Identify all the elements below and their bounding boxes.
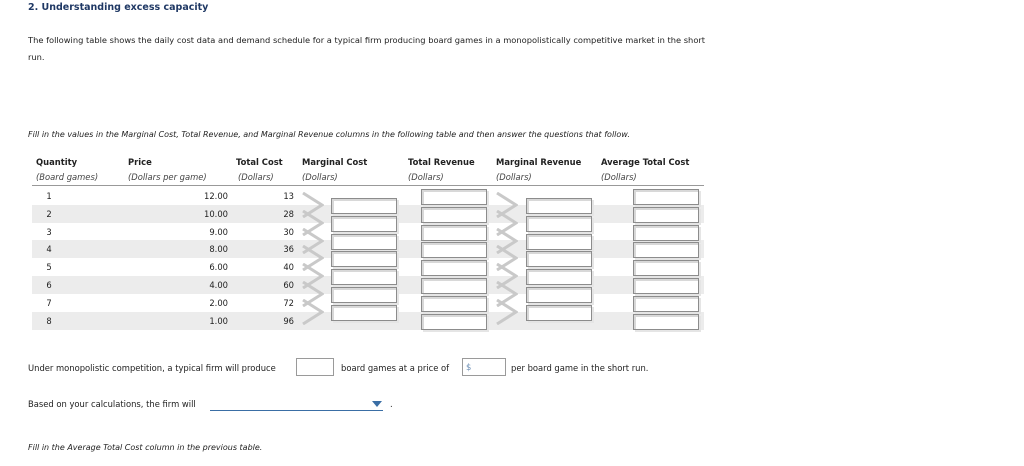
cell-total-cost: 60 [283,280,294,290]
header-average-total-cost: Average Total Cost [601,157,690,167]
marginal-cost-input[interactable] [331,234,397,250]
header-marginal-cost-unit: (Dollars) [302,172,338,182]
cell-quantity: 8 [46,315,52,326]
cell-price: 1.00 [209,315,228,326]
marginal-cost-input[interactable] [331,269,397,285]
cell-total-cost: 30 [283,226,294,237]
header-quantity-unit: (Board games) [36,172,99,182]
cell-price: 2.00 [209,297,228,308]
header-total-cost-unit: (Dollars) [238,172,274,182]
header-marginal-cost: Marginal Cost [302,157,368,167]
total-revenue-input[interactable] [421,278,487,294]
cell-quantity: 5 [46,262,52,273]
cost-demand-table [32,154,704,332]
marginal-cost-input[interactable] [331,251,397,267]
header-total-cost: Total Cost [236,157,283,167]
total-revenue-input[interactable] [421,242,487,258]
marginal-revenue-input[interactable] [526,251,592,267]
cell-total-cost: 40 [283,262,294,273]
cell-total-cost: 36 [283,244,294,255]
total-revenue-input[interactable] [421,225,487,241]
question-2-prefix: Based on your calculations, the firm will [28,399,196,409]
quantity-answer-input[interactable] [296,358,334,376]
header-price: Price [128,157,152,167]
header-average-total-cost-unit: (Dollars) [601,172,637,182]
marginal-revenue-input[interactable] [526,287,592,303]
cell-price: 10.00 [204,208,228,219]
cell-price: 9.00 [209,226,228,237]
cell-total-cost: 72 [283,297,294,308]
cell-price: 4.00 [209,280,228,290]
question-1-middle: board games at a price of [341,363,450,373]
cell-price: 12.00 [204,191,228,201]
question-1-suffix: per board game in the short run. [511,363,649,373]
average-total-cost-input[interactable] [633,242,699,258]
header-marginal-revenue-unit: (Dollars) [496,172,532,182]
cell-total-cost: 96 [283,315,294,326]
intro-text: The following table shows the daily cost data and demand schedule for a typical firm producing board games in a monopolistically competitive market in the short run. [28,35,706,62]
marginal-revenue-input[interactable] [526,234,592,250]
marginal-cost-input[interactable] [331,216,397,232]
cell-quantity: 7 [46,297,52,308]
instruction-text: Fill in the values in the Marginal Cost, Total Revenue, and Marginal Revenue columns in the following table and then answer the questions that follow. [28,130,630,139]
page-title: 2. Understanding excess capacity [28,2,209,13]
average-total-cost-input[interactable] [633,207,699,223]
firm-outcome-dropdown[interactable] [210,398,383,411]
question-1-prefix: Under monopolistic competition, a typical firm will produce [28,363,276,373]
header-marginal-revenue: Marginal Revenue [496,157,582,167]
total-revenue-input[interactable] [421,296,487,312]
marginal-cost-input[interactable] [331,305,397,321]
cell-quantity: 4 [46,244,52,255]
total-revenue-input[interactable] [421,207,487,223]
marginal-revenue-input[interactable] [526,198,592,214]
header-quantity: Quantity [36,157,78,167]
cell-price: 6.00 [209,262,228,273]
cell-quantity: 1 [46,191,52,201]
bracket-icon [302,299,324,329]
marginal-cost-input[interactable] [331,287,397,303]
average-total-cost-input[interactable] [633,260,699,276]
cell-total-cost: 28 [283,208,294,219]
average-total-cost-input[interactable] [633,314,699,330]
average-total-cost-input[interactable] [633,278,699,294]
header-total-revenue: Total Revenue [408,157,475,167]
cell-quantity: 2 [46,208,52,219]
marginal-revenue-input[interactable] [526,216,592,232]
total-revenue-input[interactable] [421,260,487,276]
header-price-unit: (Dollars per game) [128,172,207,182]
average-total-cost-input[interactable] [633,296,699,312]
marginal-revenue-input[interactable] [526,269,592,285]
bracket-icon [496,299,518,329]
average-total-cost-input[interactable] [633,189,699,205]
chevron-down-icon[interactable] [372,401,382,407]
total-revenue-input[interactable] [421,189,487,205]
footer-instruction: Fill in the Average Total Cost column in the previous table. [28,443,263,452]
cell-total-cost: 13 [283,191,294,201]
marginal-revenue-input[interactable] [526,305,592,321]
question-2-period: . [390,399,393,409]
currency-symbol: $ [466,362,472,372]
header-divider [32,185,704,186]
cell-quantity: 6 [46,280,52,290]
header-total-revenue-unit: (Dollars) [408,172,444,182]
average-total-cost-input[interactable] [633,225,699,241]
cell-price: 8.00 [209,244,228,255]
marginal-cost-input[interactable] [331,198,397,214]
cell-quantity: 3 [46,226,52,237]
total-revenue-input[interactable] [421,314,487,330]
